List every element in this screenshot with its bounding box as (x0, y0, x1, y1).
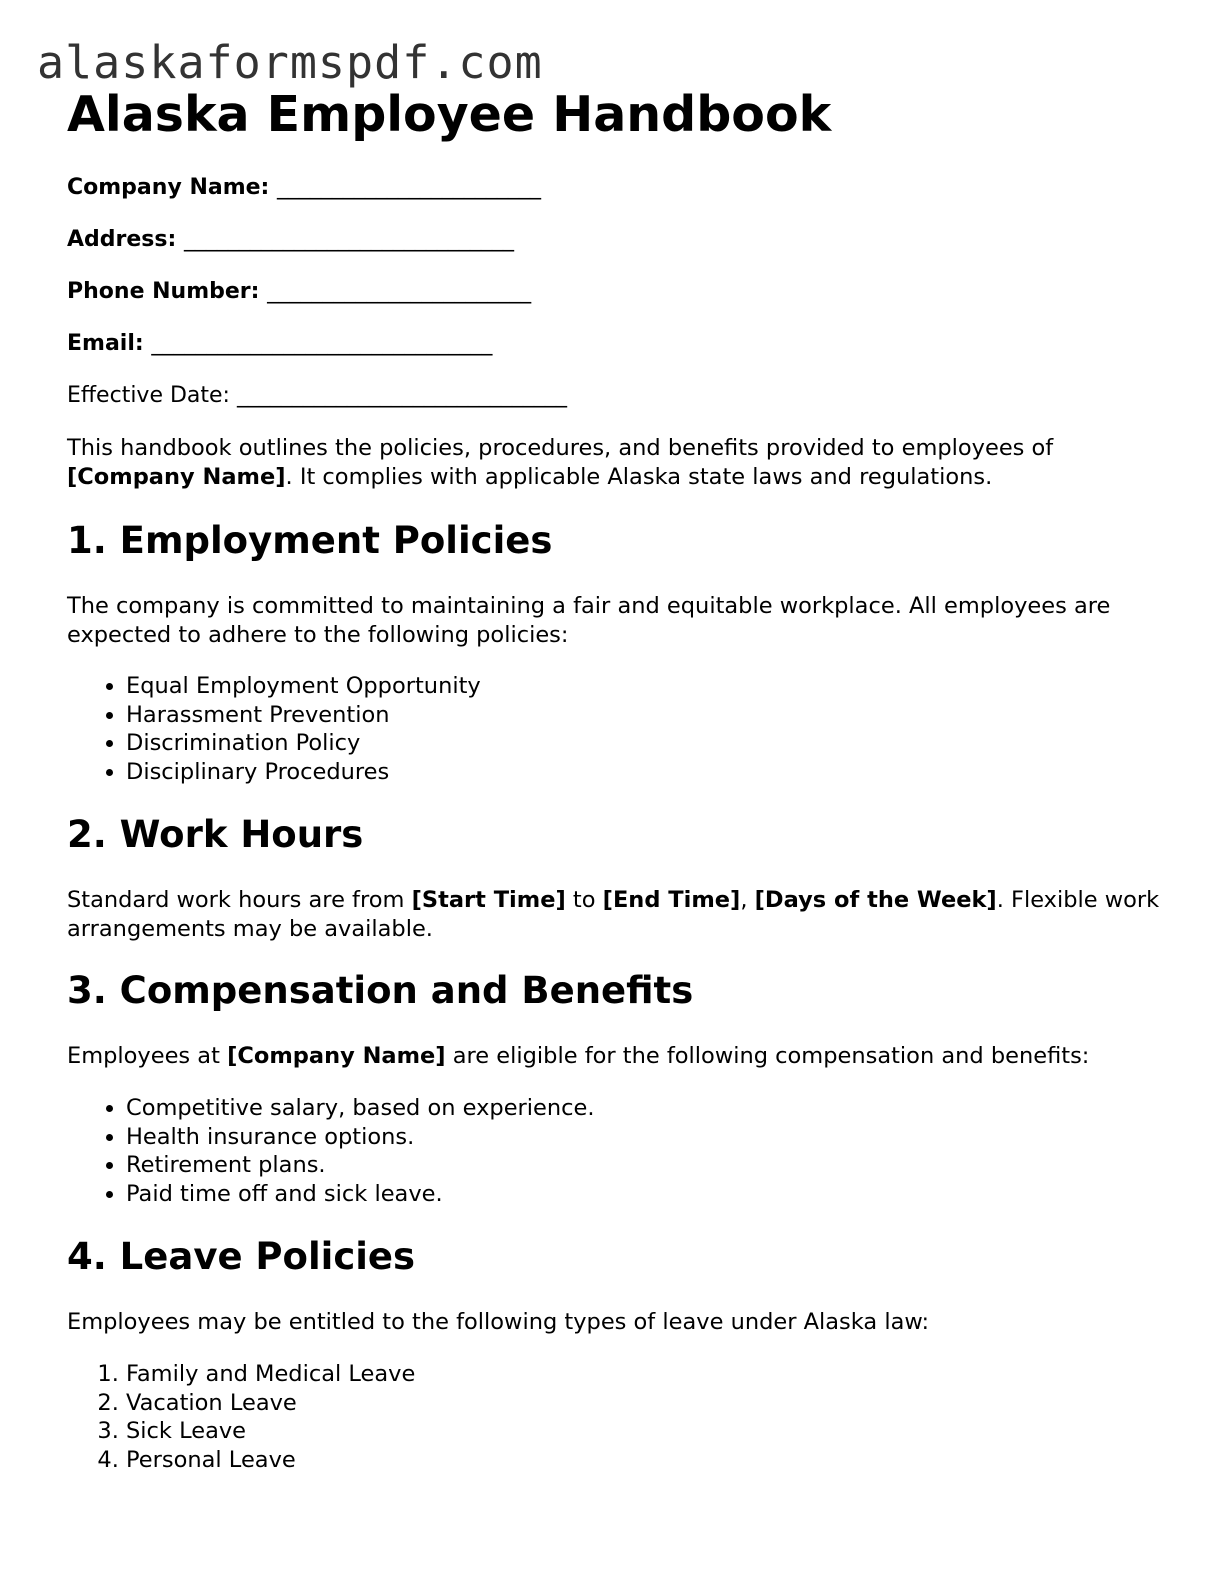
section-heading-work-hours: 2. Work Hours (67, 813, 364, 856)
employment-policies-text: The company is committed to maintaining a fair and equitable workplace. All employees are expected to adhere to the following policies: (67, 593, 1111, 648)
list-item: • Discrimination Policy (126, 729, 481, 758)
section-heading-compensation: 3. Compensation and Benefits (67, 969, 694, 1012)
effective-date-blank: ______________________________ (236, 383, 567, 408)
phone-number-field[interactable] (67, 278, 531, 306)
address-blank: ______________________________ (183, 227, 514, 252)
list-item: 1. Family and Medical Leave (126, 1360, 415, 1389)
list-item: • Competitive salary, based on experience. (126, 1094, 595, 1123)
leave-policies-text: Employees may be entitled to the following types of leave under Alaska law: (67, 1309, 930, 1335)
phone-number-blank: ________________________ (267, 279, 532, 304)
effective-date-label: Effective Date: (67, 383, 230, 408)
company-name-placeholder: [Company Name] (227, 1043, 446, 1069)
list-item: • Harassment Prevention (126, 701, 481, 730)
compensation-text: Employees at [Company Name] are eligible for the following compensation and benefits: (67, 1043, 1090, 1069)
intro-paragraph: This handbook outlines the policies, procedures, and benefits provided to employees of [Company Name]. It complies with applicable Alaska state laws and regulations. (67, 435, 1054, 490)
end-time-placeholder: [End Time] (602, 887, 741, 913)
days-placeholder: [Days of the Week] (754, 887, 997, 913)
email-blank: _______________________________ (151, 331, 493, 356)
email-field[interactable] (67, 330, 492, 358)
address-label: Address: (67, 227, 177, 252)
start-time-placeholder: [Start Time] (411, 887, 566, 913)
employment-policies-list (67, 672, 481, 786)
company-name-blank: ________________________ (277, 175, 542, 200)
section-heading-employment-policies: 1. Employment Policies (67, 519, 553, 562)
list-item: • Equal Employment Opportunity (126, 672, 481, 701)
page-title: Alaska Employee Handbook (67, 86, 832, 143)
document-page (67, 86, 1177, 1473)
list-item: • Health insurance options. (126, 1123, 595, 1152)
effective-date-field[interactable] (67, 382, 567, 410)
list-item: 4. Personal Leave (126, 1446, 415, 1475)
list-item: • Paid time off and sick leave. (126, 1180, 595, 1209)
leave-policies-list (67, 1360, 415, 1474)
list-item: • Disciplinary Procedures (126, 758, 481, 787)
work-hours-text: Standard work hours are from [Start Time] to [End Time], [Days of the Week]. Flexible work arrangements may be available. (67, 887, 1160, 942)
address-field[interactable] (67, 226, 514, 254)
list-item: • Retirement plans. (126, 1151, 595, 1180)
list-item: 2. Vacation Leave (126, 1389, 415, 1418)
compensation-list (67, 1094, 595, 1208)
company-name-placeholder: [Company Name] (67, 464, 286, 490)
email-label: Email: (67, 331, 144, 356)
section-heading-leave-policies: 4. Leave Policies (67, 1235, 416, 1278)
company-name-label: Company Name: (67, 175, 270, 200)
phone-number-label: Phone Number: (67, 279, 260, 304)
company-name-field[interactable] (67, 174, 541, 202)
watermark: alaskaformspdf.com (37, 36, 543, 89)
list-item: 3. Sick Leave (126, 1417, 415, 1446)
